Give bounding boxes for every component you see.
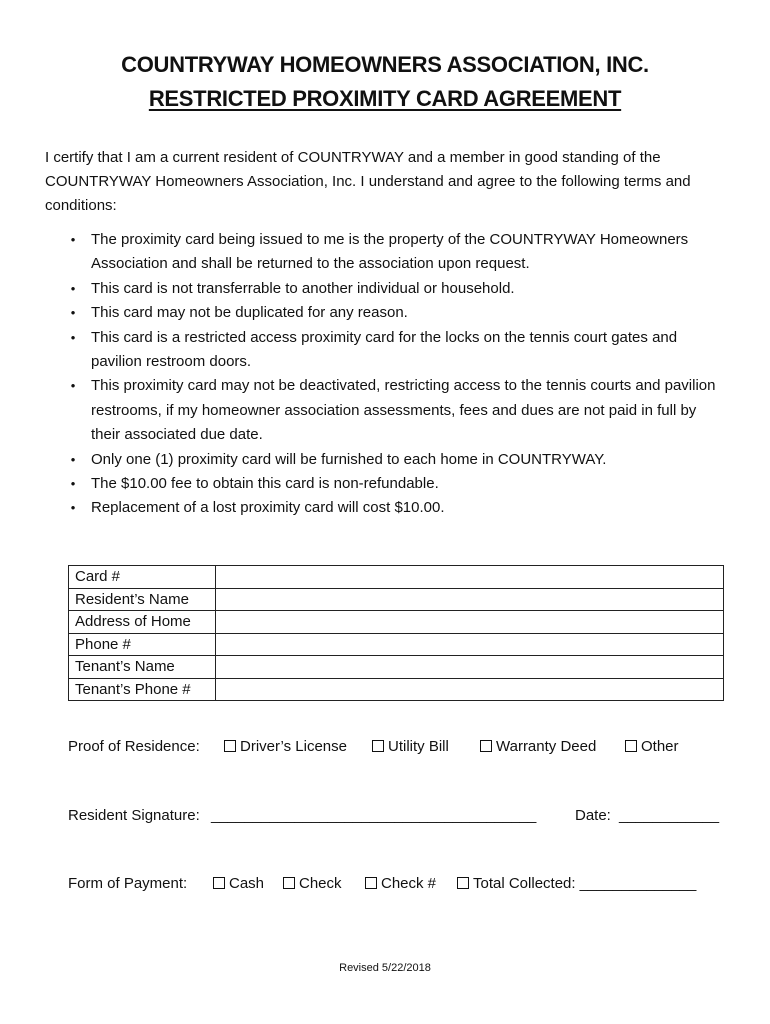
option-label: Cash	[229, 875, 265, 892]
table-row	[69, 588, 724, 611]
checkbox-icon[interactable]	[224, 740, 236, 752]
payment-row	[68, 875, 728, 895]
option-label: Check	[299, 875, 342, 892]
term-item	[67, 326, 727, 375]
association-title: COUNTRYWAY HOMEOWNERS ASSOCIATION, INC.	[121, 52, 649, 77]
proof-label: Proof of Residence:	[68, 738, 200, 755]
resident-info-table	[68, 565, 724, 701]
signature-label: Resident Signature:	[68, 807, 200, 824]
table-row	[69, 633, 724, 656]
checkbox-icon[interactable]	[213, 877, 225, 889]
term-text: Replacement of a lost proximity card will cost $10.00.	[91, 499, 445, 517]
bullet-icon: •	[70, 280, 76, 296]
date-label: Date:	[575, 807, 611, 824]
term-text: This card is not transferrable to another individual or household.	[91, 279, 515, 297]
utility-bill-option[interactable]	[372, 738, 449, 755]
option-label: Other	[641, 738, 679, 755]
checkbox-icon[interactable]	[372, 740, 384, 752]
date-line[interactable]: ____________	[619, 807, 720, 824]
term-text: Only one (1) proximity card will be furnished to each home in COUNTRYWAY.	[91, 450, 607, 468]
cash-option[interactable]	[213, 875, 264, 892]
other-option[interactable]	[625, 738, 679, 755]
option-label: Utility Bill	[388, 738, 449, 755]
signature-line[interactable]: _______________________________________	[211, 807, 537, 824]
term-item	[67, 277, 727, 301]
term-item	[67, 228, 727, 277]
resident-name-field[interactable]	[216, 588, 724, 611]
table-row	[69, 566, 724, 589]
tenant-name-field[interactable]	[216, 656, 724, 679]
bullet-icon: •	[70, 232, 76, 247]
option-label: Warranty Deed	[496, 738, 597, 755]
bullet-icon: •	[70, 451, 76, 467]
total-collected-option[interactable]	[457, 875, 696, 892]
tenant-phone-field[interactable]	[216, 678, 724, 701]
tenant-phone-label: Tenant’s Phone #	[69, 678, 216, 701]
term-item	[67, 448, 727, 472]
term-text: This proximity card may not be deactivated, restricting access to the tennis courts and pavilion restrooms, if my homeowner association assessments, fees and dues are not paid in full by their associated due date.	[91, 377, 716, 444]
term-text: This card may not be duplicated for any reason.	[91, 304, 408, 322]
term-item	[67, 496, 727, 520]
check-option[interactable]	[283, 875, 342, 892]
bullet-icon: •	[70, 378, 76, 394]
phone-field[interactable]	[216, 633, 724, 656]
agreement-title	[0, 86, 770, 112]
total-collected-line[interactable]: ______________	[579, 875, 697, 892]
option-label: Driver’s License	[240, 738, 347, 755]
bullet-icon: •	[70, 305, 76, 321]
option-label: Total Collected:	[473, 875, 576, 892]
checkbox-icon[interactable]	[457, 877, 469, 889]
bullet-icon: •	[70, 476, 76, 492]
checkbox-icon[interactable]	[625, 740, 637, 752]
bullet-icon: •	[70, 329, 76, 345]
term-text: The $10.00 fee to obtain this card is non-refundable.	[91, 475, 439, 493]
terms-list	[67, 228, 727, 521]
checkbox-icon[interactable]	[283, 877, 295, 889]
table-row	[69, 678, 724, 701]
revision-date: Revised 5/22/2018	[339, 962, 431, 974]
term-item	[67, 301, 727, 325]
table-row	[69, 611, 724, 634]
checkbox-icon[interactable]	[365, 877, 377, 889]
check-number-option[interactable]	[365, 875, 436, 892]
drivers-license-option[interactable]	[224, 738, 347, 755]
term-text: The proximity card being issued to me is the property of the COUNTRYWAY Homeowners Association and shall be returned to the association upon request.	[91, 231, 689, 273]
term-item	[67, 472, 727, 496]
term-text: This card is a restricted access proximity card for the locks on the tennis court gates and pavilion restroom doors.	[91, 328, 678, 371]
signature-row	[68, 807, 728, 827]
payment-label: Form of Payment:	[68, 875, 188, 892]
home-address-field[interactable]	[216, 611, 724, 634]
proof-of-residence-row	[68, 738, 728, 758]
warranty-deed-option[interactable]	[480, 738, 596, 755]
tenant-name-label: Tenant’s Name	[69, 656, 216, 679]
bullet-icon: •	[70, 500, 76, 516]
phone-label: Phone #	[69, 633, 216, 656]
card-number-field[interactable]	[216, 566, 724, 589]
checkbox-icon[interactable]	[480, 740, 492, 752]
certification-paragraph: I certify that I am a current resident of COUNTRYWAY and a member in good standing of the COUNTRYWAY Homeowners Association, Inc. I understand and agree to the following terms and conditions:	[45, 149, 691, 214]
option-label: Check #	[381, 875, 437, 892]
term-item	[67, 374, 727, 447]
resident-name-label: Resident’s Name	[69, 588, 216, 611]
card-number-label: Card #	[69, 566, 216, 589]
agreement-title-text: RESTRICTED PROXIMITY CARD AGREEMENT	[148, 86, 622, 111]
home-address-label: Address of Home	[69, 611, 216, 634]
table-row	[69, 656, 724, 679]
